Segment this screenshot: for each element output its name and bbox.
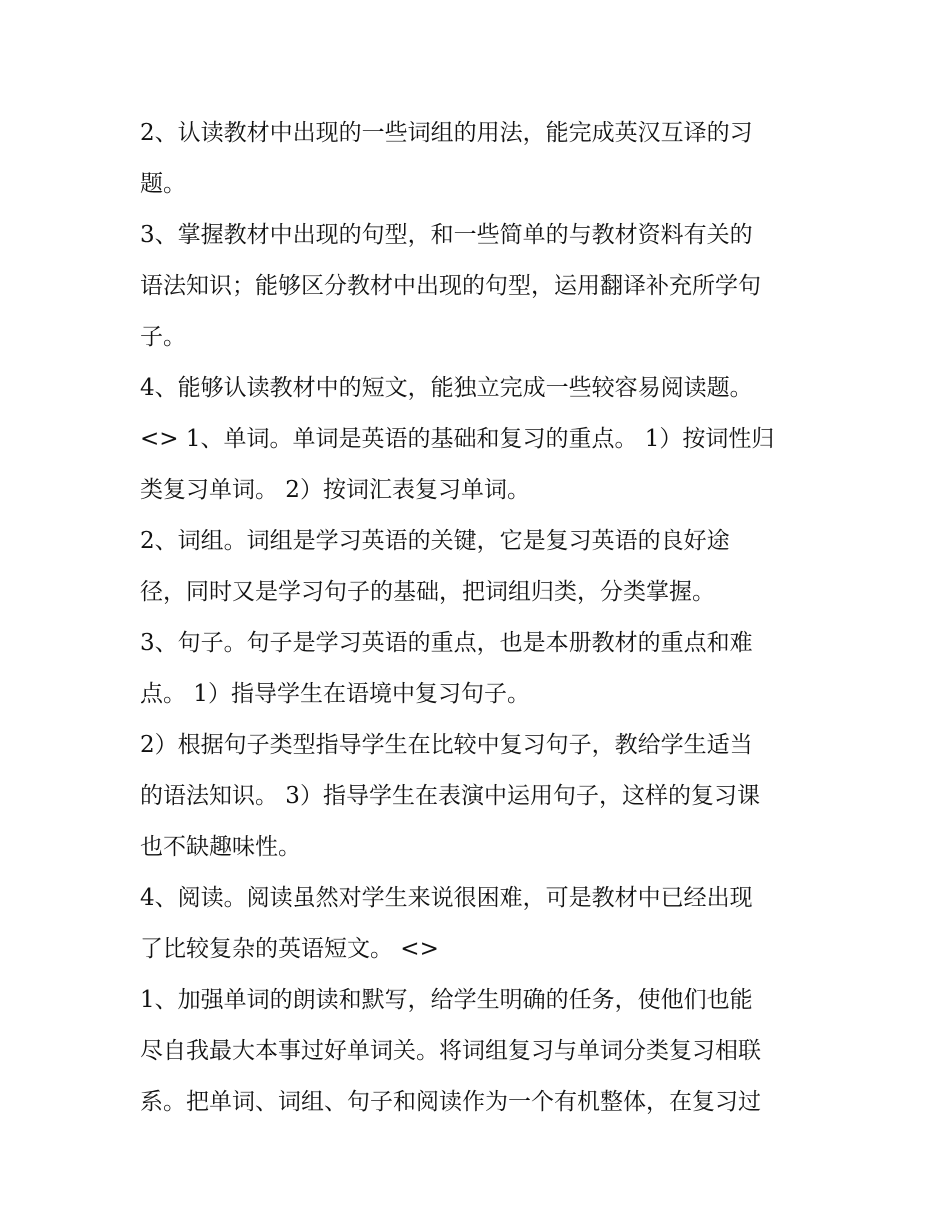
text-line: 3、句子。句子是学习英语的重点，也是本册教材的重点和难 xyxy=(140,630,753,656)
text-line: 的语法知识。 3）指导学生在表演中运用句子，这样的复习课 xyxy=(140,783,760,809)
document-body xyxy=(140,108,820,1128)
text-line: 类复习单词。 2）按词汇表复习单词。 xyxy=(140,477,530,503)
text-line: 了比较复杂的英语短文。 <> xyxy=(140,936,439,962)
text-line: 1、加强单词的朗读和默写，给学生明确的任务，使他们也能 xyxy=(140,987,753,1013)
text-line: 3、掌握教材中出现的句型，和一些简单的与教材资料有关的 xyxy=(140,222,753,248)
text-line: 2）根据句子类型指导学生在比较中复习句子，教给学生适当 xyxy=(140,732,753,758)
text-line: 系。把单词、词组、句子和阅读作为一个有机整体，在复习过 xyxy=(140,1089,761,1115)
text-line: 语法知识；能够区分教材中出现的句型，运用翻译补充所学句 xyxy=(140,273,761,299)
text-line: 2、词组。词组是学习英语的关键，它是复习英语的良好途 xyxy=(140,528,730,554)
text-line: 尽自我最大本事过好单词关。将词组复习与单词分类复习相联 xyxy=(140,1038,761,1064)
text-line: 4、阅读。阅读虽然对学生来说很困难，可是教材中已经出现 xyxy=(140,885,753,911)
text-line: <> 1、单词。单词是英语的基础和复习的重点。 1）按词性归 xyxy=(140,426,775,452)
text-line: 也不缺趣味性。 xyxy=(140,834,301,860)
text-line: 点。 1）指导学生在语境中复习句子。 xyxy=(140,681,530,707)
text-line: 4、能够认读教材中的短文，能独立完成一些较容易阅读题。 xyxy=(140,375,753,401)
text-line: 2、认读教材中出现的一些词组的用法，能完成英汉互译的习 xyxy=(140,120,753,146)
text-line: 题。 xyxy=(140,171,186,197)
text-line: 子。 xyxy=(140,324,186,350)
text-line: 径，同时又是学习句子的基础，把词组归类，分类掌握。 xyxy=(140,579,715,605)
